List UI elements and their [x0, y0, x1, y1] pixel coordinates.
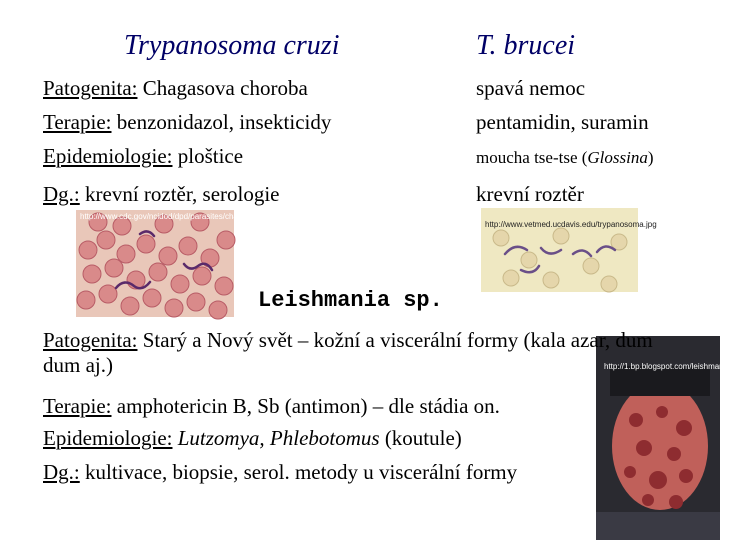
leishmania-dg [43, 460, 517, 485]
terapie-label: Terapie: [43, 110, 112, 134]
dg-label: Dg.: [43, 460, 80, 484]
brucei-epidemiologie: moucha tse-tse (Glossina) [476, 148, 654, 167]
dg-value: krevní roztěr, serologie [85, 182, 280, 206]
terapie-label: Terapie: [43, 394, 112, 418]
brucei-dg: krevní roztěr [476, 182, 584, 206]
leishmania-patogenita [43, 328, 693, 378]
terapie-value: benzonidazol, insekticidy [116, 110, 332, 134]
dg-label: Dg.: [43, 182, 80, 206]
patogenita-label: Patogenita: [43, 76, 138, 100]
face-image-url: http://1.bp.blogspot.com/leishmaniasis.jpg [604, 362, 753, 371]
patogenita-value: Starý a Nový svět – kožní a viscerální formy (kala azar, dum dum aj.) [43, 328, 653, 377]
title-t-brucei: T. brucei [476, 30, 576, 61]
brucei-blood-smear-image [481, 208, 657, 292]
epidemiologie-label: Epidemiologie: [43, 144, 173, 168]
terapie-value: amphotericin B, Sb (antimon) – dle stádia on. [116, 394, 500, 418]
patogenita-label: Patogenita: [43, 328, 138, 352]
cruzi-terapie [43, 110, 331, 135]
dg-value: kultivace, biopsie, serol. metody u viscerální formy [85, 460, 518, 484]
cruzi-image-url: http://www.cdc.gov/ncidod/dpd/parasites/chagas/3/n.cruzi.jpg [80, 212, 297, 221]
cruzi-epidemiologie [43, 144, 243, 169]
leishmania-terapie [43, 394, 500, 419]
cruzi-dg [43, 182, 280, 207]
leishmania-epidemiologie [43, 426, 462, 451]
brucei-terapie: pentamidin, suramin [476, 110, 649, 134]
cruzi-blood-smear-image [76, 210, 297, 317]
leishmania-heading: Leishmania sp. [258, 288, 443, 313]
brucei-image-url: http://www.vetmed.ucdavis.edu/trypanosoma.jpg [485, 220, 657, 229]
brucei-patogenita: spavá nemoc [476, 76, 586, 100]
patogenita-value: Chagasova choroba [142, 76, 308, 100]
title-trypanosoma-cruzi: Trypanosoma cruzi [124, 30, 340, 61]
epidemiologie-note: (koutule) [384, 426, 462, 450]
epidemiologie-label: Epidemiologie: [43, 426, 173, 450]
epidemiologie-value: ploštice [177, 144, 244, 168]
epidemiologie-vectors: Lutzomya, Phlebotomus [177, 426, 380, 450]
cruzi-smear-graphic [76, 210, 297, 317]
cruzi-patogenita [43, 76, 308, 101]
